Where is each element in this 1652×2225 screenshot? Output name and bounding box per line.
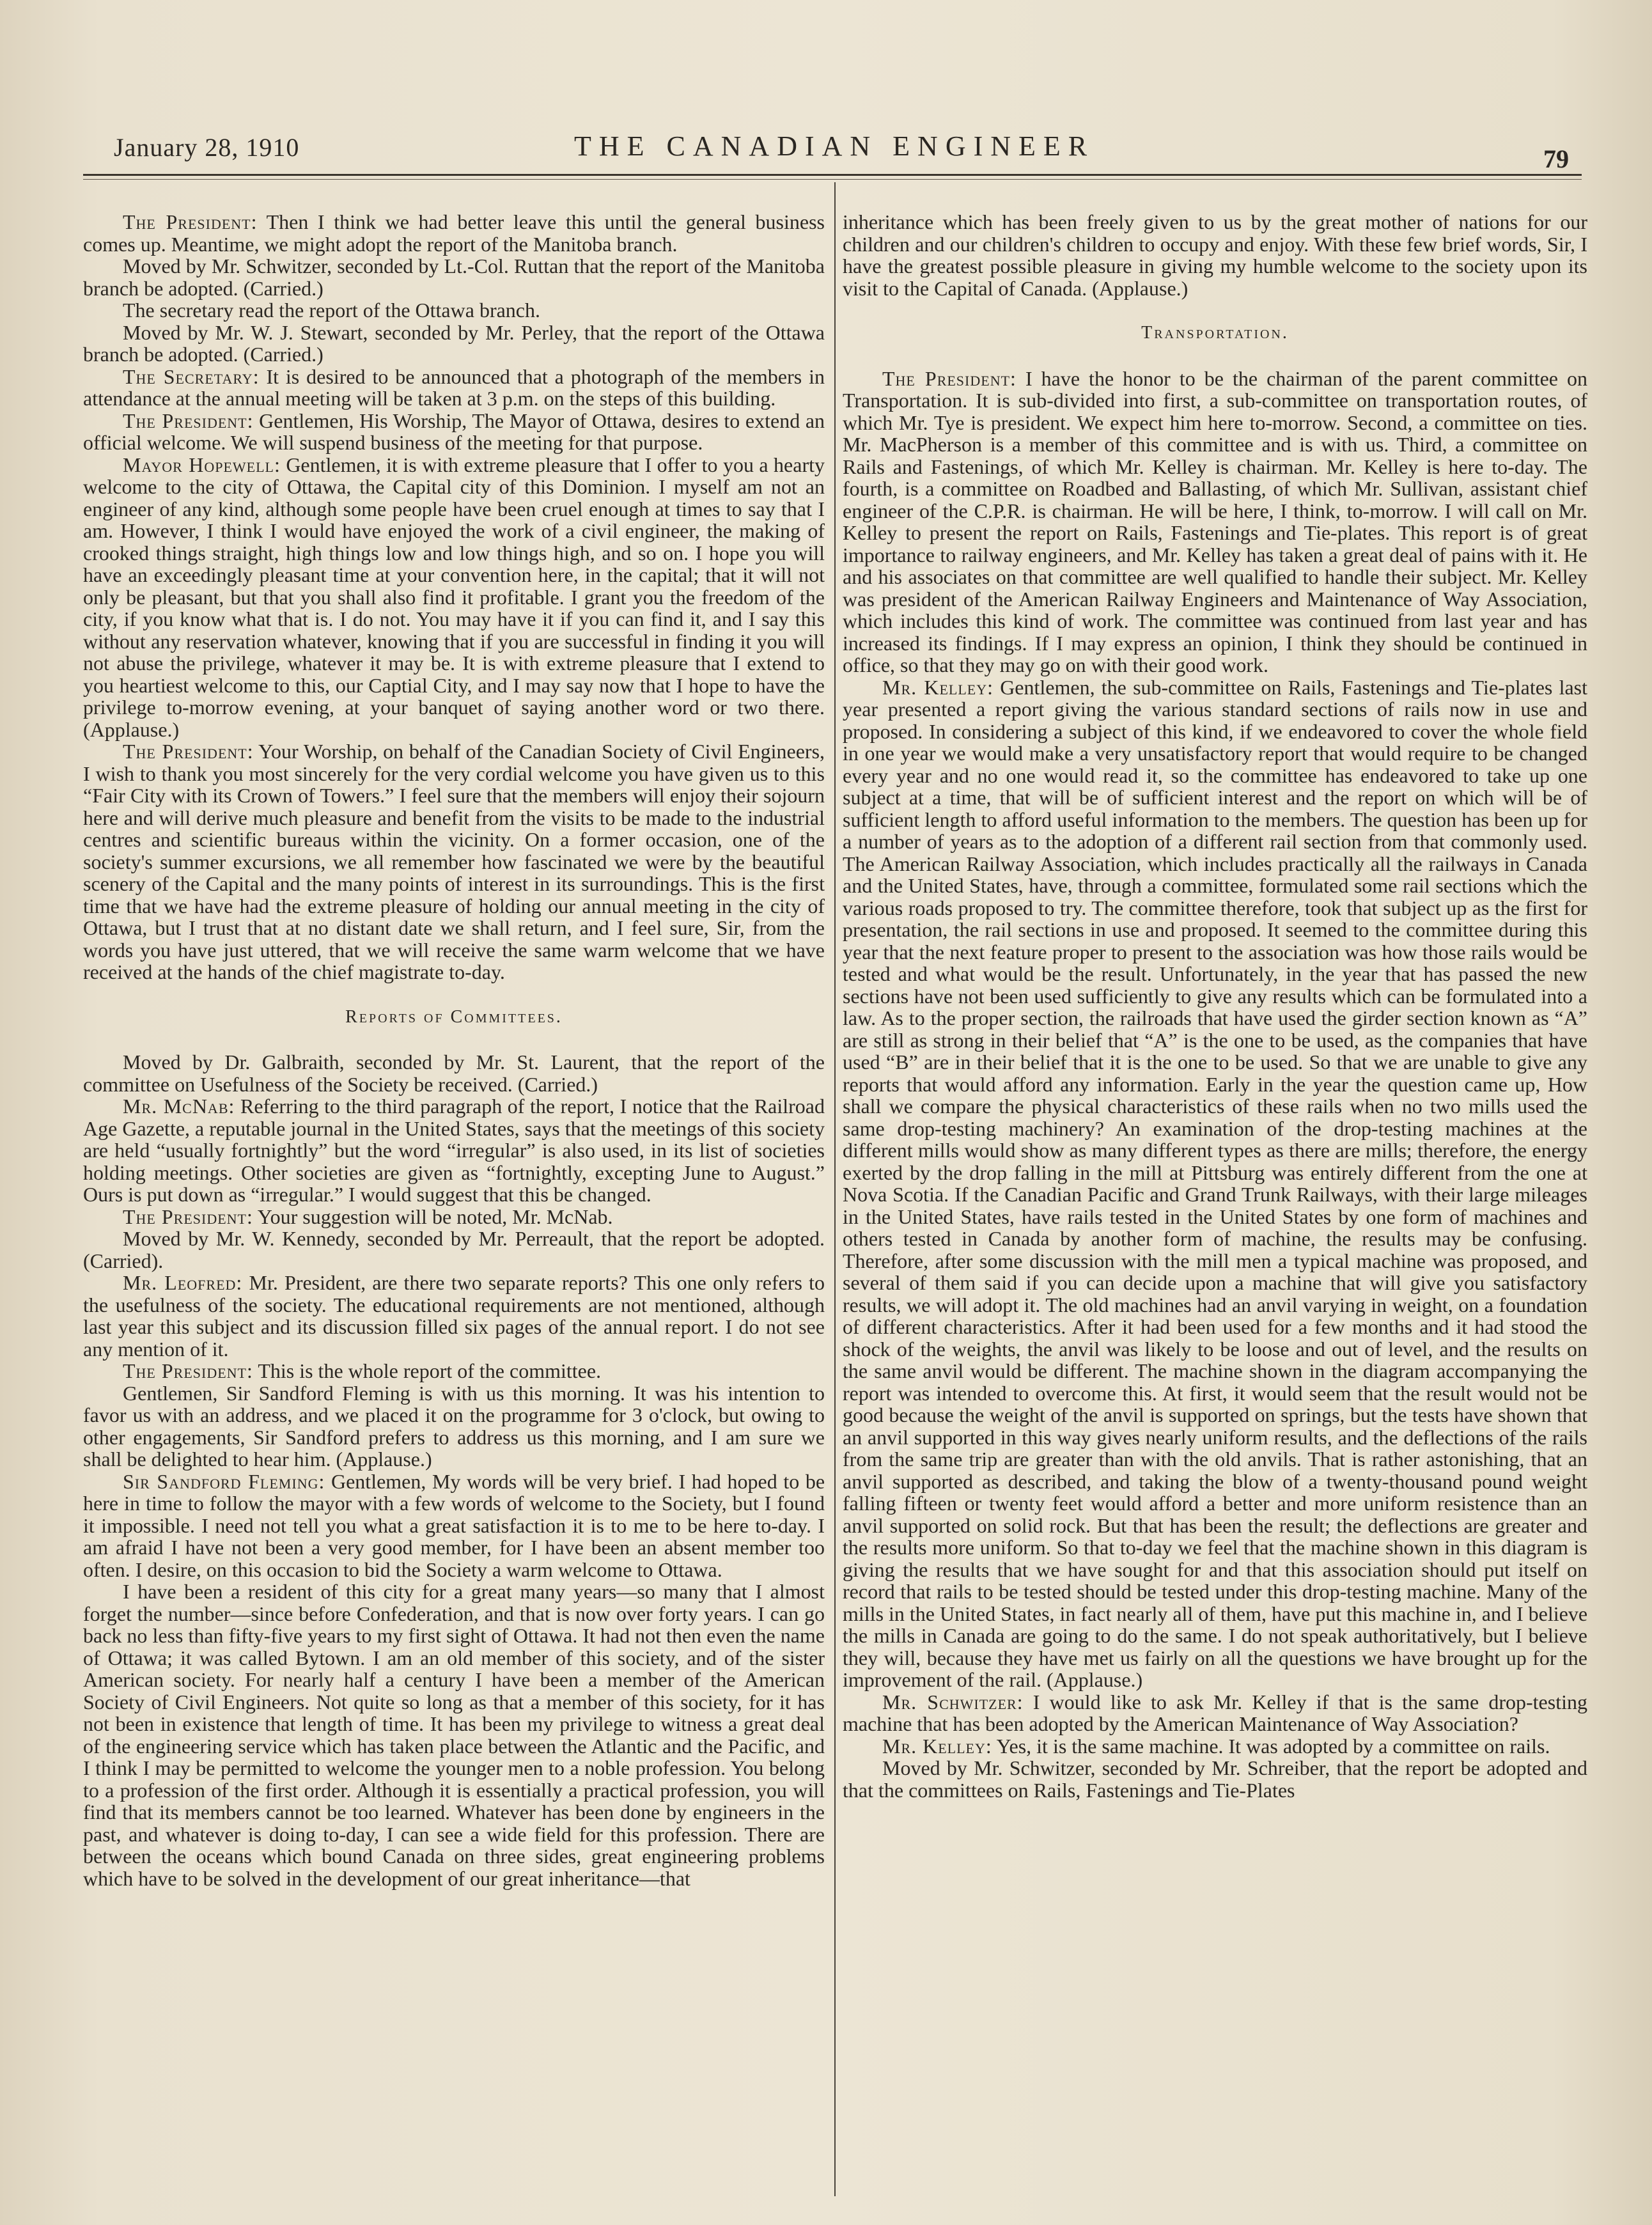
section-heading-reports: Reports of Committees. xyxy=(345,1006,563,1027)
speaker: The President: xyxy=(123,1205,253,1228)
speaker: The President: xyxy=(123,740,254,763)
speaker: The Secretary: xyxy=(123,364,260,388)
right-column xyxy=(843,211,1587,1801)
paragraph-text: Gentlemen, His Worship, The Mayor of Ottawa, desires to extend an official welcome. We will suspend business of the meeting for that purpose. xyxy=(83,409,825,454)
paragraph: inheritance which has been freely given to us by the great mother of nations for our children and our children's children to occupy and enjoy. With these few brief words, Sir, I have the greatest possible pleasure in giving my humble welcome to the society upon its visit to the Capital of Canada. (Applause.) xyxy=(843,210,1587,300)
speaker: Mr. McNab: xyxy=(123,1095,235,1118)
paragraph-text: I would like to ask Mr. Kelley if that is the same drop-testing machine that has been adopted by the American Maintenance of Way Association? xyxy=(843,1690,1587,1735)
speaker: The President: xyxy=(123,210,258,233)
paragraph-text: Your Worship, on behalf of the Canadian Society of Civil Engineers, I wish to thank you most sincerely for the very cordial welcome you have given us to this “Fair City with its Crown of Towers.” I feel sure that the members will enjoy their sojourn here and will derive much pleasure and benefit from the visits to be made to the industrial centres and scientific bureaus within the vicinity. On a former occasion, one of the society's summer excursions, we all remember how fascinated we were by the beautiful scenery of the Capital and the many points of interest in its surroundings. This is the first time that we have had the extreme pleasure of holding our annual meeting in the city of Ottawa, but I trust that at no distant date we shall return, and I feel sure, Sir, from the words you have just uttered, that we will receive the same warm welcome that we have received at the hands of the chief magistrate to-day. xyxy=(83,740,825,983)
paragraph xyxy=(843,368,1587,676)
paragraph-text: Your suggestion will be noted, Mr. McNab. xyxy=(257,1205,613,1228)
paragraph xyxy=(843,1735,1587,1758)
header-rule-thin xyxy=(83,179,1582,180)
paragraph xyxy=(83,1360,825,1382)
paragraph xyxy=(843,676,1587,1691)
speaker: The President: xyxy=(123,409,254,432)
paragraph-text: It is desired to be announced that a photograph of the members in attendance at the annual meeting will be taken at 3 p.m. on the steps of this building. xyxy=(83,364,825,410)
journal-title: THE CANADIAN ENGINEER xyxy=(574,130,1095,162)
speaker: The President: xyxy=(882,366,1017,390)
speaker: Mr. Kelley: xyxy=(882,1734,992,1758)
header-rule xyxy=(83,174,1582,176)
paragraph xyxy=(83,1206,825,1228)
issue-date: January 28, 1910 xyxy=(114,133,300,162)
paragraph xyxy=(83,1471,825,1581)
paragraph xyxy=(83,1272,825,1360)
speaker: Mr. Schwitzer: xyxy=(882,1690,1024,1714)
paragraph: The secretary read the report of the Ottawa branch. xyxy=(123,299,540,322)
speaker: Mr. Leofred: xyxy=(123,1271,243,1294)
speaker: Mayor Hopewell: xyxy=(123,453,281,476)
paragraph-text: Yes, it is the same machine. It was adopted by a committee on rails. xyxy=(996,1734,1550,1758)
paragraph-text: Mr. President, are there two separate reports? This one only refers to the usefulness of the society. The educational requirements are not mentioned, although last year this subject and its discussion filled six pages of the annual report. I do not see any mention of it. xyxy=(83,1271,825,1361)
paragraph: Moved by Mr. Schwitzer, seconded by Lt.-Col. Ruttan that the report of the Manitoba branch be adopted. (Carried.) xyxy=(83,254,825,300)
paragraph-text: Gentlemen, it is with extreme pleasure that I offer to you a hearty welcome to the city of Ottawa, the Capital city of this Dominion. I myself am not an engineer of any kind, although some people have been cruel enough at times to say that I am. However, I think I would have enjoyed the work of a civil engineer, the making of crooked things straight, high things low and low things high, and so on. I hope you will have an exceedingly pleasant time at your convention here, in the capital; that it will not only be pleasant, but that you shall also find it profitable. I grant you the freedom of the city, if you know what that is. I do not. You may have it if you can find it, and I say this without any reservation whatever, knowing that if you are successful in finding it you will not abuse the privilege, whatever it may be. It is with extreme pleasure that I extend to you heartiest welcome to this, our Captial City, and I may say now that I hope to have the privilege to-morrow evening, at your banquet of saying another word or two there. (Applause.) xyxy=(83,453,825,741)
speaker: Sir Sandford Fleming: xyxy=(123,1469,325,1493)
paragraph-text: This is the whole report of the committee. xyxy=(258,1359,602,1382)
paragraph-text: Then I think we had better leave this until the general business comes up. Meantime, we might adopt the report of the Manitoba branch. xyxy=(83,210,825,256)
paragraph: Moved by Dr. Galbraith, seconded by Mr. St. Laurent, that the report of the committee on Usefulness of the Society be received. (Carried.) xyxy=(83,1050,825,1096)
paragraph-text: Gentlemen, My words will be very brief. I had hoped to be here in time to follow the mayor with a few words of welcome to the Society, but I found it impossible. I need not tell you what a great satisfaction it is to me to be here to-day. I am afraid I have not been a very good member, for I have been an absent member too often. I desire, on this occasion to bid the Society a warm welcome to Ottawa. xyxy=(83,1469,825,1581)
paragraph: I have been a resident of this city for a great many years—so many that I almost forget the number—since before Confederation, and that is now over forty years. I can go back no less than fifty-five years to my first sight of Ottawa. It had not then even the name of Ottawa; it was called Bytown. I am an old member of this society, and of the sister American society. For nearly half a century I have been a member of the American Society of Civil Engineers. Not quite so long as that a member of this society, for it has not been in existence that length of time. It has been my privilege to witness a great deal of the engineering service which has taken place between the Atlantic and the Pacific, and I think I may be permitted to welcome the younger men to a noble profession. You belong to a profession of the first order. Although it is essentially a practical profession, you will find that its members cannot be too learned. Whatever has been done by engineers in the past, and whatever is doing to-day, I can see a wide field for this profession. There are between the oceans which bound Canada on three sides, great engineering problems which have to be solved in the development of our great inheritance—that xyxy=(83,1580,825,1890)
paragraph-text: Gentlemen, the sub-committee on Rails, Fastenings and Tie-plates last year presented a report giving the various standard sections of rails now in use and proposed. In considering a subject of this kind, if we endeavored to cover the whole field in one year we would make a very unsatisfactory report that would require to be changed every year and no one would read it, so the committee has endeavored to take up one subject at a time, that will be of sufficient interest and the report on which will be of sufficient length to afford useful information to the members. The question has been up for a number of years as to the adoption of a different rail section from that commonly used. The American Railway Association, which includes practically all the railways in Canada and the United States, have, through a committee, formulated some rail sections which the various roads proposed to try. The committee therefore, took that subject up as the first for presentation, the rail sections in use and proposed. It seemed to the committee during this year that the next feature proper to present to the association was how those rails would be tested and what would be the result. Unfortunately, in the year that has passed the new sections have not been used sufficiently to give any results which can be formulated into a law. As to the proper section, the railroads that have used the girder section known as “A” are still as strong in their belief that “A” is the one to be used, as the companies that have used “B” are in their belief that it is the one to be used. So that we are unable to give any reports that would afford any information. Early in the year the question came up, How shall we compare the physical characteristics of these rails when no two mills used the same drop-testing machinery? An examination of the drop-testing machines at the different mills would show as many different types as there are mills; therefore, the energy exerted by the drop falling in the mill at Pittsburg was entirely different from the one at Nova Scotia. If the Canadian Pacific and Grand Trunk Railways, with their large mileages in the United States, have rails tested in the United States by one form of machines and others tested in Canada by another form of machine, the results may be confusing. Therefore, after some discussion with the mill men a typical machine was proposed, and several of them said if you can decide upon a machine that will give you satisfactory results, we will adopt it. The old machines had an anvil varying in weight, on a foundation of different characteristics. After it had been used for a few months and it had stood the shock of the weights, the anvil was likely to be loose and out of level, and the results on the same anvil would be different. The machine shown in the diagram accompanying the report was intended to overcome this. At first, it would seem that the result would not be good because the weight of the anvil is supported on springs, but the tests have shown that an anvil supported in this way gives nearly uniform results, and the deflections of the rails from the same trip are greater than with the old anvils. That is rather astonishing, that an anvil supported as described, and taking the blow of a twenty-thousand pound weight falling fifteen or twenty feet would afford a better and more uniform resistence than an anvil supported on solid rock. But that has been the result; the deflections are greater and the results more uniform. So that to-day we feel that the machine shown in this diagram is giving the results that we have sought for and that this association should put itself on record that rails to be tested should be tested under this drop-testing machine. Many of the mills in the United States, in fact nearly all of them, have put this machine in, and I believe the mills in Canada are going to do the same. I do not speak authoritatively, but I believe they will, because they have met us fairly on all the questions we have brought up for the improvement of the rail. (Applause.) xyxy=(843,675,1588,1691)
paragraph xyxy=(83,1095,825,1206)
paragraph xyxy=(83,454,825,741)
left-column xyxy=(83,211,825,1889)
paragraph: Moved by Mr. W. Kennedy, seconded by Mr. Perreault, that the report be adopted. (Carried). xyxy=(83,1227,825,1272)
paragraph: Moved by Mr. W. J. Stewart, seconded by Mr. Perley, that the report of the Ottawa branch be adopted. (Carried.) xyxy=(83,320,825,366)
paragraph xyxy=(83,740,825,983)
running-header xyxy=(114,125,1569,176)
speaker: The President: xyxy=(123,1359,253,1382)
paragraph xyxy=(83,410,825,454)
paragraph: Gentlemen, Sir Sandford Fleming is with us this morning. It was his intention to favor us with an address, and we placed it on the programme for 3 o'clock, but owing to other engagements, Sir Sandford prefers to address us this morning, and I am sure we shall be delighted to hear him. (Applause.) xyxy=(83,1381,825,1471)
paragraph xyxy=(83,366,825,410)
paragraph xyxy=(83,211,825,255)
paragraph xyxy=(843,1691,1587,1735)
paragraph-text: I have the honor to be the chairman of the parent committee on Transportation. It is sub-divided into first, a sub-committee on transportation routes, of which Mr. Tye is president. We expect him here to-morrow. Second, a committee on ties. Mr. MacPherson is a member of this committee and is with us. Third, a committee on Rails and Fastenings, of which Mr. Kelley is chairman. Mr. Kelley is here to-day. The fourth, is a committee on Roadbed and Ballasting, of which Mr. Sullivan, assistant chief engineer of the C.P.R. is chairman. He will be here, I think, to-morrow. I will call on Mr. Kelley to present the report on Rails, Fastenings and Tie-plates. This report is of great importance to railway engineers, and Mr. Kelley has taken a great deal of pains with it. He and his associates on that committee are well qualified to handle their subject. Mr. Kelley was president of the American Railway Engineers and Maintenance of Way Association, which includes this kind of work. The committee was continued from last year and has increased its findings. If I may express an opinion, I think they should be continued in office, so that they may go on with their good work. xyxy=(843,366,1588,676)
paragraph-text: Referring to the third paragraph of the report, I notice that the Railroad Age Gazette, a reputable journal in the United States, says that the meetings of this society are held “usually fortnightly” but the word “irregular” is also used, in its list of societies holding meetings. Other societies are given as “fortnightly, excepting June to August.” Ours is put down as “irregular.” I would suggest that this be changed. xyxy=(83,1095,825,1206)
section-heading-transportation: Transportation. xyxy=(1141,323,1289,343)
page-number: 79 xyxy=(1543,144,1569,173)
speaker: Mr. Kelley: xyxy=(882,675,994,699)
paragraph: Moved by Mr. Schwitzer, seconded by Mr. Schreiber, that the report be adopted and that the committees on Rails, Fastenings and Tie-Plates xyxy=(843,1756,1587,1802)
column-divider xyxy=(834,182,836,2196)
